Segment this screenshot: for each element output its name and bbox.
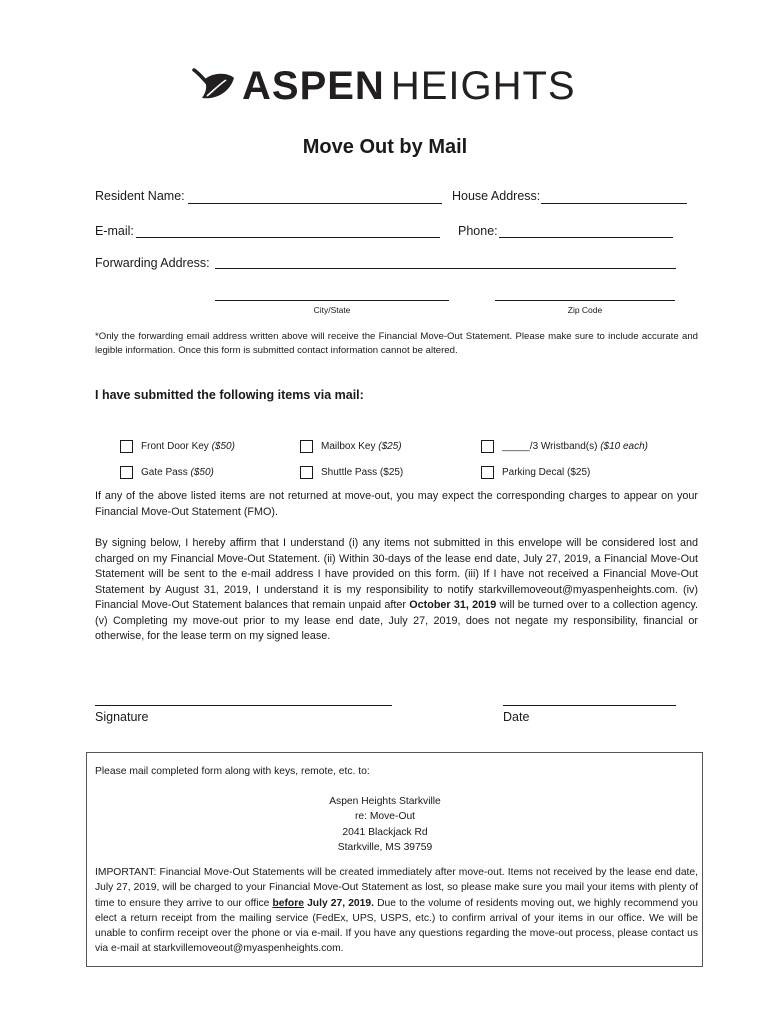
zip-code-field[interactable] bbox=[495, 300, 675, 301]
forwarding-note: *Only the forwarding email address written above will receive the Financial Move-Out Statement. Please make sure to include accurate and legible information. Once this form is submitted contact information cannot be altered. bbox=[95, 331, 698, 356]
address-line-3: 2041 Blackjack Rd bbox=[342, 826, 428, 838]
brand-name-bold: ASPEN bbox=[242, 64, 385, 108]
gate-pass-checkbox[interactable] bbox=[120, 466, 133, 479]
city-state-label: City/State bbox=[313, 305, 351, 315]
affirmation-paragraph: By signing below, I hereby affirm that I understand (i) any items not submitted in this envelope will be considered lost and charged on my Financial Move-Out Statement. (ii) Within 30-days of the lease end date, July 27, 2019, a Financial Move-Out Statement will be sent to the e-mail address I have provided on this form. (iii) If I have not received a Financial Move-Out Statement by August 31, 2019, I understand it is my responsibility to notify starkvillemoveout@myaspenheights.com. (iv) Financial Move-Out Statement balances that remain unpaid after October 31, 2019 will be turned over to a collection agency. (v) Completing my move-out prior to my lease end date, July 27, 2019, does not negate my responsibility, financial or otherwise, for the lease term on my signed lease. bbox=[95, 537, 699, 642]
house-address-label: House Address: bbox=[452, 189, 541, 203]
city-state-field[interactable] bbox=[215, 300, 449, 301]
zip-code-label: Zip Code bbox=[567, 305, 603, 315]
parking-decal-checkbox[interactable] bbox=[481, 466, 494, 479]
address-line-2: re: Move-Out bbox=[354, 811, 416, 823]
brand-logo bbox=[190, 64, 576, 108]
page-title: Move Out by Mail bbox=[302, 136, 468, 158]
phone-label: Phone: bbox=[458, 224, 498, 238]
date-label: Date bbox=[503, 710, 530, 724]
resident-name-field[interactable] bbox=[188, 203, 442, 204]
mail-intro: Please mail completed form along with keys, remote, etc. to: bbox=[95, 766, 370, 777]
mailbox-key-label: Mailbox Key ($25) bbox=[321, 441, 402, 452]
mailing-address bbox=[0, 794, 770, 855]
charges-paragraph: If any of the above listed items are not returned at move-out, you may expect the corresponding charges to appear on your Financial Move-Out Statement (FMO). bbox=[95, 490, 698, 518]
address-line-4: Starkville, MS 39759 bbox=[337, 841, 433, 853]
wristband-checkbox[interactable] bbox=[481, 440, 494, 453]
email-label: E-mail: bbox=[95, 224, 134, 238]
phone-field[interactable] bbox=[499, 237, 673, 238]
mailbox-key-checkbox[interactable] bbox=[300, 440, 313, 453]
parking-decal-label: Parking Decal ($25) bbox=[502, 467, 591, 478]
shuttle-pass-label: Shuttle Pass ($25) bbox=[321, 467, 404, 478]
leaf-icon bbox=[190, 66, 236, 106]
shuttle-pass-checkbox[interactable] bbox=[300, 466, 313, 479]
signature-field[interactable] bbox=[95, 705, 392, 706]
signature-label: Signature bbox=[95, 710, 149, 724]
wristband-label: _____/3 Wristband(s) ($10 each) bbox=[502, 441, 649, 452]
address-line-1: Aspen Heights Starkville bbox=[329, 796, 441, 807]
important-notice: IMPORTANT: Financial Move-Out Statements will be created immediately after move-out. Items not received by the lease end date, July 27, 2019, will be charged to your Financial Move-Out Statement as lost, so please make sure you mail your items with plenty of time to ensure they arrive to our office before July 27, 2019. Due to the volume of residents moving out, we highly recommend you elect a return receipt from the mailing service (FedEx, UPS, USPS, etc.) to confirm arrival of your items in our office. We will be unable to confirm receipt over the phone or via e-mail. If you have any questions regarding the move-out process, please contact us via e-mail at starkvillemoveout@myaspenheights.com. bbox=[95, 867, 698, 955]
forwarding-address-label: Forwarding Address: bbox=[95, 256, 210, 270]
email-field[interactable] bbox=[136, 237, 440, 238]
date-field[interactable] bbox=[503, 705, 676, 706]
resident-name-label: Resident Name: bbox=[95, 189, 185, 203]
front-door-key-checkbox[interactable] bbox=[120, 440, 133, 453]
brand-name-light: HEIGHTS bbox=[390, 64, 576, 108]
front-door-key-label: Front Door Key ($50) bbox=[141, 441, 235, 452]
house-address-field[interactable] bbox=[541, 203, 687, 204]
gate-pass-label: Gate Pass ($50) bbox=[141, 467, 214, 478]
items-heading: I have submitted the following items via mail: bbox=[95, 388, 364, 402]
forwarding-address-field[interactable] bbox=[215, 268, 676, 269]
